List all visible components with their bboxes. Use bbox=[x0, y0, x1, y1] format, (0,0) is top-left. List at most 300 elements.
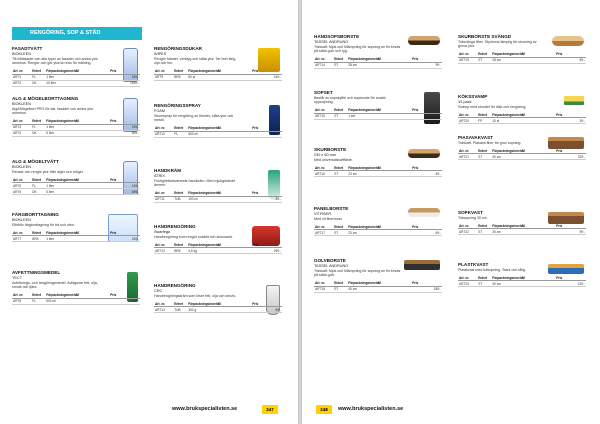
product-description: Avfettnings- och rengöringsmedel. Avlägsnar fett, olja, smuts och tjära. bbox=[12, 280, 98, 290]
product-image bbox=[408, 208, 440, 217]
spec-cell: FL bbox=[31, 183, 45, 189]
product-brand: VITFIBER bbox=[314, 211, 332, 216]
spec-header-cell: Pris bbox=[109, 119, 140, 125]
product-brand: FOAM bbox=[154, 108, 165, 113]
spec-header-cell: Art. nr. bbox=[458, 52, 477, 58]
spec-cell: 49:- bbox=[411, 171, 442, 177]
spec-cell: 39:- bbox=[555, 118, 586, 124]
product-block bbox=[12, 212, 140, 242]
spec-cell: ART23 bbox=[458, 281, 477, 287]
spec-cell: TUB bbox=[173, 307, 187, 313]
product-description: Med universalskaftfäste. bbox=[314, 157, 353, 162]
product-brand: BIOKLEEN bbox=[12, 51, 31, 56]
spec-header-cell: Förpackningsinnehåll bbox=[187, 242, 251, 248]
product-image bbox=[408, 149, 440, 158]
spec-cell: 40 cm bbox=[347, 286, 411, 292]
spec-header-cell: Pris bbox=[555, 52, 586, 58]
spec-header-cell: Förpackningsinnehåll bbox=[347, 57, 411, 63]
product-description: Plastkvast med träsopning. Stark och tålig. bbox=[458, 267, 526, 272]
product-title: SKURBORSTE SVÄNGD bbox=[458, 34, 512, 39]
product-description: Fuktighetsbevarande handkräm. Med mjukgörande ämnen. bbox=[154, 178, 236, 188]
product-brand: BIOKLEEN bbox=[12, 101, 31, 106]
product-title: HANDSOPSBORSTE bbox=[314, 34, 360, 39]
spec-cell: ART13 bbox=[154, 307, 173, 313]
product-block bbox=[458, 210, 586, 235]
spec-header-cell: Enhet bbox=[31, 69, 45, 75]
spec-header-cell: Enhet bbox=[173, 191, 187, 197]
table-row bbox=[154, 307, 282, 313]
spec-header-cell: Art. nr. bbox=[154, 126, 173, 132]
product-spec-table bbox=[12, 230, 140, 242]
spec-header-cell: Pris bbox=[411, 165, 442, 171]
spec-cell: 23 cm bbox=[347, 230, 411, 236]
spec-header-cell: Förpackningsinnehåll bbox=[45, 230, 109, 236]
spec-header-cell: Art. nr. bbox=[154, 69, 173, 75]
spec-cell: ART5 bbox=[12, 183, 31, 189]
spec-header-cell: Pris bbox=[251, 191, 282, 197]
spec-cell: ST bbox=[477, 281, 491, 287]
spec-header-cell: Enhet bbox=[333, 108, 347, 114]
spec-cell: 40 cm bbox=[491, 154, 555, 160]
spec-cell: ART1 bbox=[12, 74, 31, 80]
product-brand: WIPES bbox=[154, 51, 167, 56]
spec-header-cell: Förpackningsinnehåll bbox=[491, 275, 555, 281]
spec-header-cell: Förpackningsinnehåll bbox=[491, 148, 555, 154]
product-spec-table bbox=[154, 242, 282, 254]
table-row bbox=[314, 171, 442, 177]
spec-cell: BRK bbox=[31, 236, 45, 242]
spec-header-cell: Enhet bbox=[333, 57, 347, 63]
spec-header-cell: Pris bbox=[555, 112, 586, 118]
product-description: Skumspray för rengöring av fönster, släta ytor och metall. bbox=[154, 113, 234, 123]
spec-header-cell: Pris bbox=[411, 224, 442, 230]
spec-cell: 499:- bbox=[109, 189, 140, 195]
spec-cell: 30 cm bbox=[491, 229, 555, 235]
spec-cell: 129:- bbox=[555, 281, 586, 287]
spec-cell: 199:- bbox=[109, 124, 140, 130]
table-row bbox=[154, 74, 282, 80]
spec-cell: DK bbox=[31, 80, 45, 86]
spec-cell: DK bbox=[31, 130, 45, 136]
spec-header-cell: Pris bbox=[251, 242, 282, 248]
spec-cell: 89:- bbox=[109, 298, 140, 304]
product-spec-table bbox=[154, 126, 282, 138]
spec-header-cell: Förpackningsinnehåll bbox=[45, 69, 109, 75]
spec-header-cell: Art. nr. bbox=[458, 112, 477, 118]
spec-cell: ART18 bbox=[314, 286, 333, 292]
spec-header-cell: Enhet bbox=[173, 242, 187, 248]
product-description: Handrengöring som rengör snabbt och skonsamt. bbox=[154, 234, 233, 239]
footer-url-left[interactable]: www.brukspecialisten.se bbox=[172, 406, 238, 412]
spec-cell: ART14 bbox=[314, 62, 333, 68]
spec-header-cell: Pris bbox=[109, 230, 140, 236]
spec-header-cell: Förpackningsinnehåll bbox=[187, 126, 251, 132]
spec-header-cell: Enhet bbox=[477, 112, 491, 118]
spec-cell: ART7 bbox=[12, 236, 31, 242]
spec-cell: FL bbox=[31, 74, 45, 80]
spec-cell: FP bbox=[477, 118, 491, 124]
product-description: Rengör händer, verktyg och släta ytor. Tar bort färg, olja och lim. bbox=[154, 56, 236, 66]
spec-header-cell: Förpackningsinnehåll bbox=[45, 293, 109, 299]
product-description: Alg&Mögelbort PRO för tak, fasader och andra ytor utomhus. bbox=[12, 106, 94, 116]
spec-cell: ST bbox=[477, 57, 491, 63]
spec-cell: ART16 bbox=[314, 171, 333, 177]
product-title: SOPKVAST bbox=[458, 210, 483, 215]
spec-cell: ART19 bbox=[458, 57, 477, 63]
product-block bbox=[12, 270, 140, 305]
spec-header-cell: Förpackningsinnehåll bbox=[45, 119, 109, 125]
product-title: SOPSET bbox=[314, 90, 333, 95]
product-block bbox=[154, 168, 282, 203]
product-block bbox=[314, 206, 442, 236]
spec-cell: ART11 bbox=[154, 196, 173, 202]
right-page bbox=[302, 0, 600, 424]
spec-cell: ART6 bbox=[12, 189, 31, 195]
product-title: HANDRENGÖRING bbox=[154, 224, 196, 229]
spec-header-cell: Pris bbox=[555, 223, 586, 229]
table-row bbox=[154, 131, 282, 137]
spec-header-cell: Förpackningsinnehåll bbox=[187, 69, 251, 75]
product-title: HANDKRÄM bbox=[154, 168, 182, 173]
spec-header-cell: Art. nr. bbox=[154, 242, 173, 248]
spec-cell: 39:- bbox=[251, 196, 282, 202]
spec-header-cell: Art. nr. bbox=[458, 275, 477, 281]
product-spec-table bbox=[458, 112, 586, 124]
spec-cell: 5 liter bbox=[45, 130, 109, 136]
spec-header-cell: Art. nr. bbox=[12, 293, 31, 299]
spec-header-cell: Pris bbox=[251, 126, 282, 132]
spec-header-cell: Förpackningsinnehåll bbox=[347, 165, 411, 171]
table-row bbox=[458, 281, 586, 287]
product-brand: Swarfega bbox=[154, 229, 171, 234]
spec-header-cell: Art. nr. bbox=[314, 281, 333, 287]
product-title: KÖKSSVAMP bbox=[458, 94, 488, 99]
product-block bbox=[154, 224, 282, 254]
spec-header-cell: Pris bbox=[555, 275, 586, 281]
product-spec-table bbox=[12, 119, 140, 137]
spec-cell: ST bbox=[477, 154, 491, 160]
spec-cell: 500 ml bbox=[45, 298, 109, 304]
spec-header-cell: Pris bbox=[109, 177, 140, 183]
table-row bbox=[458, 118, 586, 124]
product-brand: BIOKLEEN bbox=[12, 164, 31, 169]
table-row bbox=[154, 196, 282, 202]
spec-header-cell: Enhet bbox=[477, 223, 491, 229]
table-row bbox=[12, 298, 140, 304]
category-banner: RENGÖRING, SOP & STÄD bbox=[12, 27, 142, 40]
spec-header-cell: Enhet bbox=[173, 301, 187, 307]
product-block bbox=[458, 262, 586, 287]
spec-cell: 10 liter bbox=[45, 80, 109, 86]
spec-cell: 99:- bbox=[555, 229, 586, 235]
spec-header-cell: Förpackningsinnehåll bbox=[187, 191, 251, 197]
spec-header-cell: Förpackningsinnehåll bbox=[347, 281, 411, 287]
spec-cell: 5 liter bbox=[45, 189, 109, 195]
spec-header-cell: Art. nr. bbox=[12, 177, 31, 183]
spec-cell: FL bbox=[31, 298, 45, 304]
product-spec-table bbox=[12, 69, 140, 87]
spec-header-cell: Enhet bbox=[31, 293, 45, 299]
spec-cell: 89:- bbox=[251, 307, 282, 313]
spec-cell: 1490:- bbox=[109, 80, 140, 86]
spec-cell: FL bbox=[31, 124, 45, 130]
spec-cell: 229:- bbox=[555, 154, 586, 160]
left-page bbox=[0, 0, 298, 424]
product-title: SKURBORSTE bbox=[314, 147, 347, 152]
product-image bbox=[552, 36, 584, 46]
spec-cell: 69:- bbox=[411, 230, 442, 236]
product-title: AVFETTNINGSMEDEL bbox=[12, 270, 61, 275]
spec-cell: ST bbox=[477, 229, 491, 235]
table-row bbox=[458, 229, 586, 235]
product-brand: 230 x 60 mm bbox=[314, 152, 336, 157]
table-row bbox=[458, 57, 586, 63]
product-block bbox=[458, 135, 586, 160]
product-description: Effektiv färgborttagning för trä och sten. bbox=[12, 222, 75, 227]
product-description: Till träfasader och alla typer av fasader och andra ytor utomhus. Rengör och gör ytorna redo för målning. bbox=[12, 56, 98, 66]
product-spec-table bbox=[458, 52, 586, 64]
spec-header-cell: Förpackningsinnehåll bbox=[491, 223, 555, 229]
spec-cell: ART3 bbox=[12, 124, 31, 130]
spec-cell: ART21 bbox=[458, 154, 477, 160]
spec-cell: ART2 bbox=[12, 80, 31, 86]
spec-header-cell: Pris bbox=[251, 69, 282, 75]
spec-cell: 69:- bbox=[251, 131, 282, 137]
footer-url-right[interactable]: www.brukspecialisten.se bbox=[338, 406, 404, 412]
product-block bbox=[314, 34, 442, 69]
spec-cell: ST bbox=[333, 286, 347, 292]
spec-cell: 1 liter bbox=[45, 74, 109, 80]
spec-header-cell: Art. nr. bbox=[154, 191, 173, 197]
product-block bbox=[154, 46, 282, 81]
product-image bbox=[564, 96, 584, 105]
spec-header-cell: Enhet bbox=[333, 165, 347, 171]
spec-cell: BRK bbox=[173, 248, 187, 254]
spec-cell: ART22 bbox=[458, 229, 477, 235]
spec-header-cell: Pris bbox=[411, 281, 442, 287]
spec-cell: ST bbox=[333, 171, 347, 177]
product-description: Träskaft. Mjuk och tillämpning för sopning av fin smuts på släta golv. bbox=[314, 268, 401, 278]
spec-cell: ST bbox=[333, 113, 347, 119]
spec-cell: 189:- bbox=[411, 286, 442, 292]
product-spec-table bbox=[12, 177, 140, 195]
table-row bbox=[12, 236, 140, 242]
spec-header-cell: Förpackningsinnehåll bbox=[347, 224, 411, 230]
product-brand: CRC bbox=[154, 288, 163, 293]
spec-cell: ART15 bbox=[314, 113, 333, 119]
product-brand: TEC7 bbox=[12, 275, 22, 280]
spec-header-cell: Förpackningsinnehåll bbox=[45, 177, 109, 183]
spec-cell: 4,5 kg bbox=[187, 248, 251, 254]
product-brand: TASSEL ANDRUNG bbox=[314, 39, 349, 44]
spec-cell: ART8 bbox=[12, 298, 31, 304]
table-row bbox=[12, 80, 140, 86]
product-spec-table bbox=[458, 148, 586, 160]
product-block bbox=[12, 159, 140, 195]
spec-header-cell: Enhet bbox=[173, 69, 187, 75]
spec-cell: TUB bbox=[173, 196, 187, 202]
spec-header-cell: Art. nr. bbox=[12, 69, 31, 75]
spec-header-cell: Enhet bbox=[31, 230, 45, 236]
product-spec-table bbox=[314, 224, 442, 236]
spec-header-cell: Enhet bbox=[477, 148, 491, 154]
spec-cell: BRK bbox=[173, 74, 187, 80]
product-image bbox=[408, 36, 440, 45]
spec-cell: ST bbox=[333, 230, 347, 236]
product-description: Handrengöringskräm som löser fett, olja och smuts. bbox=[154, 293, 237, 298]
spec-cell: ART20 bbox=[458, 118, 477, 124]
spec-header-cell: Art. nr. bbox=[154, 301, 173, 307]
spec-header-cell: Förpackningsinnehåll bbox=[491, 112, 555, 118]
product-title: PIASAVAKVAST bbox=[458, 135, 493, 140]
product-description: Rensar och rengör ytor från alger och mögel. bbox=[12, 169, 84, 174]
spec-header-cell: Pris bbox=[411, 57, 442, 63]
spec-header-cell: Enhet bbox=[31, 119, 45, 125]
spec-cell: 28 cm bbox=[491, 57, 555, 63]
spec-cell: 10 st bbox=[491, 118, 555, 124]
spec-cell: 149:- bbox=[411, 113, 442, 119]
spec-header-cell: Enhet bbox=[31, 177, 45, 183]
spec-cell: ART4 bbox=[12, 130, 31, 136]
spec-cell: 1 set bbox=[347, 113, 411, 119]
product-title: ALG & MÖGELTVÄTT bbox=[12, 159, 59, 164]
product-title: FASADTVÄTT bbox=[12, 46, 43, 51]
table-row bbox=[154, 248, 282, 254]
product-spec-table bbox=[314, 57, 442, 69]
spec-cell: DK bbox=[31, 189, 45, 195]
product-spec-table bbox=[154, 301, 282, 313]
product-spec-table bbox=[458, 275, 586, 287]
product-spec-table bbox=[458, 223, 586, 235]
spec-cell: 500 ml bbox=[187, 131, 251, 137]
table-row bbox=[12, 130, 140, 136]
spec-header-cell: Art. nr. bbox=[314, 108, 333, 114]
spec-header-cell: Pris bbox=[109, 69, 140, 75]
product-brand: ATRIX bbox=[154, 173, 165, 178]
product-description: Svamp med skurdel för disk och rengöring. bbox=[458, 104, 527, 109]
product-block bbox=[314, 147, 442, 177]
spec-cell: 299:- bbox=[251, 248, 282, 254]
product-description: Med vit fiberborst. bbox=[314, 216, 343, 221]
spec-header-cell: Art. nr. bbox=[12, 230, 31, 236]
table-row bbox=[314, 113, 442, 119]
product-block bbox=[154, 283, 282, 313]
product-block bbox=[458, 94, 586, 124]
product-brand: TASSEL ANDRUNG bbox=[314, 263, 349, 268]
spec-cell: 1 liter bbox=[45, 124, 109, 130]
spec-cell: ART12 bbox=[154, 248, 173, 254]
product-description: Träsopning 30 cm. bbox=[458, 215, 488, 220]
product-description: Träsvängd fiber. Styvborst lämplig för skurning av grova ytor. bbox=[458, 39, 537, 49]
page-number-left: 247 bbox=[262, 405, 278, 414]
product-block bbox=[12, 96, 140, 137]
spec-header-cell: Art. nr. bbox=[314, 57, 333, 63]
table-row bbox=[314, 62, 442, 68]
spec-header-cell: Förpackningsinnehåll bbox=[491, 52, 555, 58]
table-row bbox=[458, 154, 586, 160]
spec-cell: 1 liter bbox=[45, 236, 109, 242]
table-row bbox=[314, 286, 442, 292]
product-image bbox=[404, 260, 440, 270]
spec-cell: FL bbox=[173, 131, 187, 137]
spec-cell: 23 cm bbox=[347, 171, 411, 177]
product-block bbox=[314, 90, 442, 120]
spec-cell: 30 cm bbox=[491, 281, 555, 287]
spec-cell: 100 ml bbox=[187, 196, 251, 202]
spec-header-cell: Pris bbox=[109, 293, 140, 299]
spec-cell: ART17 bbox=[314, 230, 333, 236]
spec-cell: 149:- bbox=[251, 74, 282, 80]
spec-cell: ART9 bbox=[154, 74, 173, 80]
spec-header-cell: Pris bbox=[555, 148, 586, 154]
table-row bbox=[314, 230, 442, 236]
spec-cell: 249:- bbox=[109, 236, 140, 242]
product-spec-table bbox=[154, 191, 282, 203]
product-spec-table bbox=[154, 69, 282, 81]
spec-header-cell: Enhet bbox=[477, 52, 491, 58]
spec-cell: 189:- bbox=[109, 74, 140, 80]
spec-header-cell: Art. nr. bbox=[314, 224, 333, 230]
spec-header-cell: Pris bbox=[411, 108, 442, 114]
product-title: RENGÖRINGSSPRAY bbox=[154, 103, 201, 108]
spec-cell: ART10 bbox=[154, 131, 173, 137]
product-spec-table bbox=[314, 281, 442, 293]
page-number-right: 248 bbox=[316, 405, 332, 414]
product-spec-table bbox=[12, 293, 140, 305]
product-block bbox=[154, 103, 282, 138]
spec-header-cell: Art. nr. bbox=[12, 119, 31, 125]
spec-header-cell: Enhet bbox=[333, 224, 347, 230]
product-description: Träskaft. Mjuk och tillämpning för sopning av fin smuts på släta golv och tyg. bbox=[314, 44, 401, 54]
product-block bbox=[458, 34, 586, 64]
product-title: HANDRENGÖRING bbox=[154, 283, 196, 288]
product-description: Består av sopskyffel och sopborste för snabb uppsopning. bbox=[314, 95, 386, 105]
spec-cell: 59:- bbox=[555, 57, 586, 63]
spec-header-cell: Förpackningsinnehåll bbox=[347, 108, 411, 114]
product-title: RENGÖRINGSDUKAR bbox=[154, 46, 202, 51]
spec-cell: 300 g bbox=[187, 307, 251, 313]
spec-cell: ST bbox=[333, 62, 347, 68]
product-block bbox=[12, 46, 140, 87]
product-title: ALG & MÖGELBORTTAGNING bbox=[12, 96, 79, 101]
spec-cell: 1 liter bbox=[45, 183, 109, 189]
spec-header-cell: Art. nr. bbox=[314, 165, 333, 171]
spec-header-cell: Förpackningsinnehåll bbox=[187, 301, 251, 307]
product-brand: 10-pack bbox=[458, 99, 472, 104]
spec-header-cell: Enhet bbox=[333, 281, 347, 287]
product-brand: BIOKLEEN bbox=[12, 217, 31, 222]
spec-cell: 149:- bbox=[109, 183, 140, 189]
product-title: PLASTKVAST bbox=[458, 262, 489, 267]
product-spec-table bbox=[314, 108, 442, 120]
spec-cell: 699:- bbox=[109, 130, 140, 136]
product-description: Träskaft. Piasava fiber för grov sopning. bbox=[458, 140, 522, 145]
product-title: FÄRGBORTTAGNING bbox=[12, 212, 59, 217]
spec-header-cell: Art. nr. bbox=[458, 223, 477, 229]
spec-cell: 80 st bbox=[187, 74, 251, 80]
spec-cell: 99:- bbox=[411, 62, 442, 68]
product-block bbox=[314, 258, 442, 293]
spec-header-cell: Enhet bbox=[477, 275, 491, 281]
product-title: GOLVBORSTE bbox=[314, 258, 346, 263]
product-title: PANELBORSTE bbox=[314, 206, 349, 211]
spec-cell: 28 cm bbox=[347, 62, 411, 68]
table-row bbox=[12, 189, 140, 195]
product-spec-table bbox=[314, 165, 442, 177]
spec-header-cell: Enhet bbox=[173, 126, 187, 132]
spec-header-cell: Art. nr. bbox=[458, 148, 477, 154]
spec-header-cell: Pris bbox=[251, 301, 282, 307]
